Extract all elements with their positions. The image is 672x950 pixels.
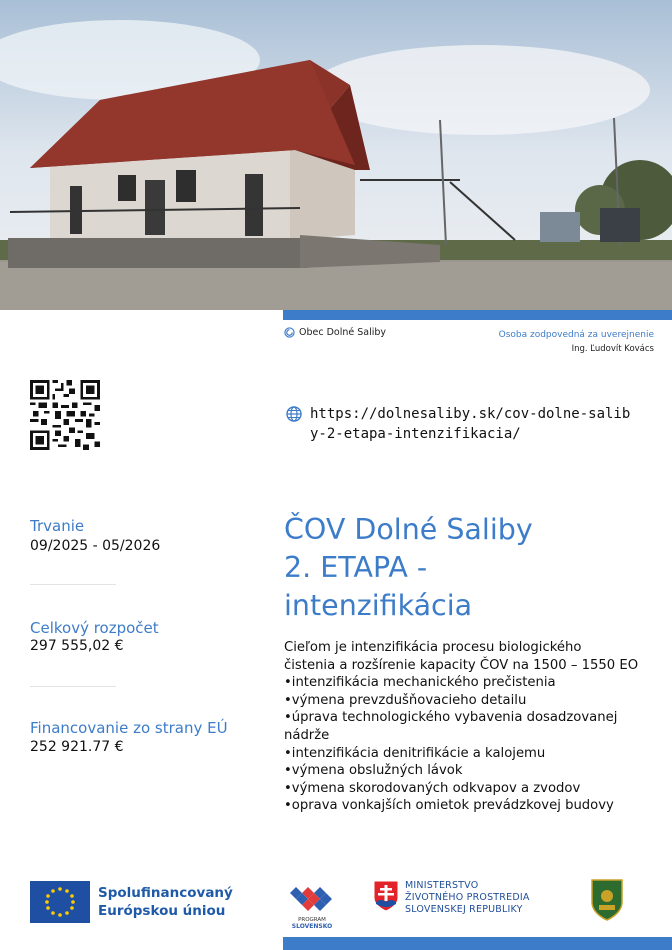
ministry-line: SLOVENSKEJ REPUBLIKY	[405, 904, 523, 915]
eu-cofunded-text	[98, 884, 233, 920]
qr-code[interactable]	[30, 380, 100, 450]
title-line: 2. ETAPA -	[284, 551, 428, 584]
description-line: Cieľom je intenzifikácia procesu biologického	[284, 640, 582, 655]
budget-label: Celkový rozpočet	[30, 619, 159, 637]
globe-icon	[286, 406, 302, 422]
eu-text-line: Európskou úniou	[98, 903, 226, 919]
description-line: •výmena skorodovaných odkvapov a zvodov	[284, 780, 581, 796]
budget-value: 297 555,02 €	[30, 638, 124, 654]
project-title	[284, 511, 654, 625]
program-name: SLOVENSKO	[291, 923, 333, 930]
duration-label: Trvanie	[30, 517, 85, 535]
organization-name: Obec Dolné Saliby	[299, 327, 387, 338]
project-url-text[interactable]: https://dolnesaliby.sk/cov-dolne-saliby-2-etapa-intenzifikacia/	[310, 406, 631, 442]
accent-bar-bottom	[283, 937, 672, 950]
description-line: •intenzifikácia denitrifikácie a kalojemu	[284, 745, 546, 761]
description-line: •výmena obslužných lávok	[284, 763, 463, 779]
responsible-role: Osoba zodpovedná za uverejnenie	[498, 330, 654, 340]
description-line: •oprava vonkajších omietok prevádzkovej budovy	[284, 798, 614, 814]
responsible-block	[499, 328, 654, 356]
program-label: PROGRAM	[298, 917, 326, 923]
divider	[30, 686, 116, 687]
ministry-line: MINISTERSTVO	[405, 880, 479, 891]
building-photo	[0, 0, 672, 310]
duration-value: 09/2025 - 05/2026	[30, 538, 161, 554]
description-line: čistenia a rozšírenie kapacity ČOV na 1500 – 1550 EO	[284, 657, 639, 673]
description-line: •úprava technologického vybavenia dosadzovanej	[284, 710, 618, 726]
slovak-coat-of-arms-icon	[373, 880, 399, 912]
description-line: •intenzifikácia mechanického prečistenia	[284, 675, 556, 691]
ministry-logo	[373, 880, 530, 916]
ministry-line: ŽIVOTNÉHO PROSTREDIA	[405, 892, 530, 903]
description-line: nádrže	[284, 727, 330, 743]
project-description	[284, 639, 654, 815]
description-line: •výmena prevzdušňovacieho detailu	[284, 692, 527, 708]
responsible-person: Ing. Ľudovít Kovács	[571, 344, 654, 354]
eu-text-line: Spolufinancovaný	[98, 885, 233, 901]
eu-funding-value: 252 921.77 €	[30, 739, 124, 755]
accent-bar-top	[283, 310, 672, 320]
municipality-crest-icon	[590, 878, 624, 922]
project-url[interactable]	[286, 404, 636, 444]
eu-flag-icon	[30, 881, 90, 923]
organization-header	[284, 327, 386, 338]
program-slovensko-logo	[282, 879, 342, 931]
divider	[30, 584, 116, 585]
title-line: ČOV Dolné Saliby	[284, 513, 533, 546]
municipality-logo-icon	[284, 327, 295, 338]
eu-funding-label: Financovanie zo strany EÚ	[30, 719, 228, 737]
title-line: intenzifikácia	[284, 589, 473, 622]
